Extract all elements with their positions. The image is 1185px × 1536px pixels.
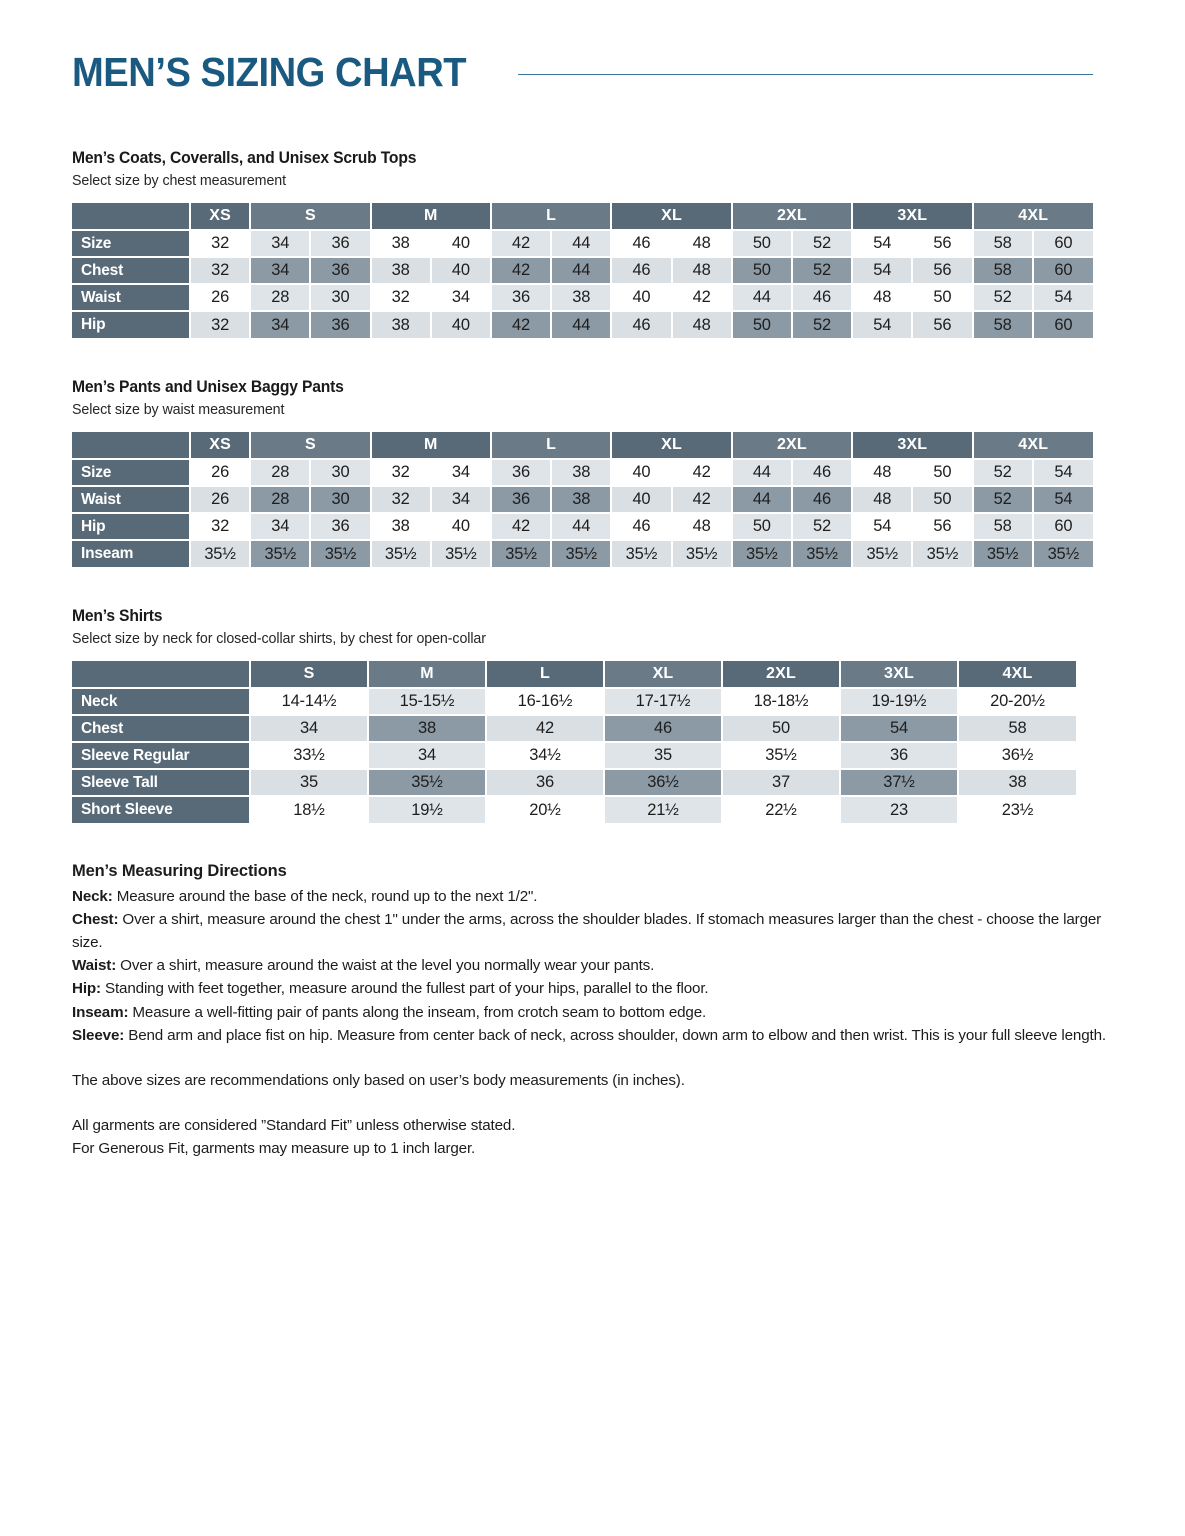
measurement-cell: 58 [973, 311, 1033, 338]
direction-item [72, 908, 1113, 954]
measurement-cell: 35½ [371, 540, 431, 567]
measurement-cell: 56 [912, 257, 972, 284]
measurement-cell: 28 [250, 486, 310, 513]
measurement-cell: 30 [310, 459, 370, 486]
measurement-cell: 46 [611, 513, 671, 540]
note-recommendations: The above sizes are recommendations only based on user’s body measurements (in inches). [72, 1071, 685, 1089]
measurement-cell: 34 [250, 311, 310, 338]
measurement-cell: 32 [190, 311, 250, 338]
measurement-cell: 38 [551, 486, 611, 513]
sizing-section [0, 149, 1185, 338]
measurement-cell: 42 [672, 284, 732, 311]
size-group-header: 4XL [958, 661, 1076, 688]
direction-term: Hip: [72, 980, 101, 998]
measurement-cell: 60 [1033, 230, 1093, 257]
table-header-row [72, 203, 1093, 230]
measurement-cell: 44 [551, 311, 611, 338]
measurement-cell: 38 [371, 257, 431, 284]
measurement-cell: 40 [431, 230, 491, 257]
measurement-cell: 34 [250, 715, 368, 742]
measurement-cell: 46 [792, 486, 852, 513]
table-row [72, 311, 1093, 338]
measurement-cell: 52 [973, 284, 1033, 311]
table-row [72, 284, 1093, 311]
measurement-cell: 18-18½ [722, 688, 840, 715]
size-group-header: L [486, 661, 604, 688]
measurement-cell: 35½ [973, 540, 1033, 567]
row-label: Inseam [72, 540, 190, 567]
size-group-header: XL [611, 203, 731, 230]
direction-term: Sleeve: [72, 1026, 125, 1044]
measurement-cell: 34 [250, 257, 310, 284]
measurement-cell: 32 [190, 257, 250, 284]
measurement-cell: 35½ [1033, 540, 1093, 567]
measurement-cell: 50 [732, 230, 792, 257]
section-heading: Men’s Coats, Coveralls, and Unisex Scrub Tops [72, 149, 417, 167]
row-label: Hip [72, 311, 190, 338]
measurement-cell: 32 [190, 513, 250, 540]
measurement-cell: 35½ [368, 769, 486, 796]
measurement-cell: 35½ [551, 540, 611, 567]
size-group-header: S [250, 203, 370, 230]
size-group-header: XS [190, 203, 250, 230]
table-row [72, 715, 1076, 742]
row-label: Waist [72, 486, 190, 513]
table-header-row [72, 432, 1093, 459]
measurement-cell: 35½ [672, 540, 732, 567]
section-subheading: Select size by neck for closed-collar shirts, by chest for open-collar [72, 630, 486, 647]
measurement-cell: 52 [973, 486, 1033, 513]
measurement-cell: 35½ [250, 540, 310, 567]
measurement-cell: 56 [912, 230, 972, 257]
measurement-cell: 19-19½ [840, 688, 958, 715]
measurement-cell: 37 [722, 769, 840, 796]
title-rule [518, 74, 1093, 75]
measurement-cell: 35½ [611, 540, 671, 567]
page-title: MEN’S SIZING CHART [72, 49, 467, 95]
sizing-table [72, 661, 1076, 823]
table-row [72, 688, 1076, 715]
direction-term: Inseam: [72, 1003, 129, 1021]
measurement-cell: 35 [250, 769, 368, 796]
direction-item [72, 954, 1113, 977]
measurement-cell: 46 [604, 715, 722, 742]
measurement-cell: 52 [792, 230, 852, 257]
measurement-cell: 35½ [431, 540, 491, 567]
measurement-cell: 48 [852, 284, 912, 311]
direction-term: Waist: [72, 957, 117, 975]
table-row [72, 769, 1076, 796]
measurement-cell: 23 [840, 796, 958, 823]
table-row [72, 257, 1093, 284]
measurement-cell: 40 [611, 284, 671, 311]
section-heading: Men’s Pants and Unisex Baggy Pants [72, 378, 344, 396]
note-generous-fit: For Generous Fit, garments may measure up to 1 inch larger. [72, 1139, 476, 1157]
measurement-cell: 35 [604, 742, 722, 769]
table-row [72, 230, 1093, 257]
row-label: Short Sleeve [72, 796, 250, 823]
measurement-cell: 58 [973, 257, 1033, 284]
direction-text: Measure around the base of the neck, round up to the next 1/2". [112, 888, 538, 906]
measurement-cell: 26 [190, 486, 250, 513]
fit-notes [72, 1114, 1113, 1160]
size-group-header: M [368, 661, 486, 688]
row-label: Hip [72, 513, 190, 540]
measurement-cell: 36 [310, 513, 370, 540]
measurement-cell: 38 [371, 230, 431, 257]
measurement-cell: 36 [840, 742, 958, 769]
measurement-cell: 36½ [958, 742, 1076, 769]
measurement-cell: 44 [732, 486, 792, 513]
size-group-header: 2XL [732, 203, 852, 230]
measurement-cell: 54 [840, 715, 958, 742]
measurement-cell: 34½ [486, 742, 604, 769]
measurement-cell: 35½ [732, 540, 792, 567]
measurement-cell: 37½ [840, 769, 958, 796]
direction-text: Over a shirt, measure around the chest 1" under the arms, across the shoulder blades. If stomach measures larger than the chest - choose the larger size. [72, 911, 1102, 952]
measurement-cell: 21½ [604, 796, 722, 823]
measurement-cell: 32 [190, 230, 250, 257]
size-group-header: 4XL [973, 432, 1094, 459]
measurement-cell: 48 [852, 459, 912, 486]
measurement-cell: 16-16½ [486, 688, 604, 715]
table-header-row [72, 661, 1076, 688]
direction-item [72, 1001, 1113, 1024]
measurement-cell: 38 [368, 715, 486, 742]
sizing-table [72, 203, 1093, 338]
direction-text: Bend arm and place fist on hip. Measure from center back of neck, across shoulder, down arm to elbow and then wrist. This is your full sleeve length. [124, 1026, 1106, 1044]
measurement-cell: 35½ [912, 540, 972, 567]
row-label: Size [72, 459, 190, 486]
table-row [72, 513, 1093, 540]
measurement-cell: 28 [250, 459, 310, 486]
table-row [72, 540, 1093, 567]
direction-item [72, 885, 1113, 908]
measurement-cell: 34 [431, 459, 491, 486]
measurement-cell: 20-20½ [958, 688, 1076, 715]
directions-title: Men’s Measuring Directions [72, 862, 287, 880]
size-group-header: L [491, 432, 611, 459]
measurement-cell: 48 [672, 257, 732, 284]
measurement-cell: 36 [310, 257, 370, 284]
measurement-cell: 54 [852, 513, 912, 540]
measurement-cell: 50 [912, 486, 972, 513]
measurement-cell: 36 [310, 311, 370, 338]
measurement-cell: 44 [551, 230, 611, 257]
measurement-cell: 48 [672, 311, 732, 338]
measurement-cell: 60 [1033, 513, 1093, 540]
measurement-cell: 36 [491, 284, 551, 311]
measurement-cell: 52 [973, 459, 1033, 486]
measurement-cell: 48 [852, 486, 912, 513]
measurement-cell: 20½ [486, 796, 604, 823]
measurement-cell: 36 [491, 486, 551, 513]
measurement-cell: 30 [310, 486, 370, 513]
measurement-cell: 32 [371, 284, 431, 311]
measurement-cell: 44 [732, 284, 792, 311]
measurement-cell: 46 [792, 459, 852, 486]
measurement-cell: 52 [792, 513, 852, 540]
measurement-cell: 54 [1033, 459, 1093, 486]
table-wrapper [72, 661, 1113, 823]
measurement-cell: 33½ [250, 742, 368, 769]
table-row [72, 459, 1093, 486]
measurement-cell: 38 [551, 284, 611, 311]
measurement-cell: 40 [431, 513, 491, 540]
size-group-header: L [491, 203, 611, 230]
table-corner-cell [72, 203, 190, 230]
table-row [72, 796, 1076, 823]
measurement-cell: 38 [371, 513, 431, 540]
measurement-cell: 35½ [190, 540, 250, 567]
measurement-cell: 34 [431, 486, 491, 513]
row-label: Sleeve Tall [72, 769, 250, 796]
direction-text: Measure a well-fitting pair of pants along the inseam, from crotch seam to bottom edge. [128, 1003, 707, 1021]
measurement-cell: 36 [491, 459, 551, 486]
section-heading: Men’s Shirts [72, 607, 163, 625]
sizing-table [72, 432, 1093, 567]
sizing-section [0, 378, 1185, 567]
section-subheading: Select size by chest measurement [72, 172, 286, 189]
measurement-cell: 54 [1033, 284, 1093, 311]
measurement-cell: 15-15½ [368, 688, 486, 715]
measurement-cell: 35½ [722, 742, 840, 769]
measurement-cell: 54 [852, 257, 912, 284]
measurement-cell: 35½ [852, 540, 912, 567]
size-group-header: 3XL [852, 432, 972, 459]
table-corner-cell [72, 432, 190, 459]
measurement-cell: 34 [431, 284, 491, 311]
measuring-directions [0, 859, 1185, 1220]
table-wrapper [72, 203, 1113, 338]
measurement-cell: 54 [852, 311, 912, 338]
measurement-cell: 56 [912, 513, 972, 540]
size-group-header: S [250, 661, 368, 688]
measurement-cell: 36 [486, 769, 604, 796]
measurement-cell: 17-17½ [604, 688, 722, 715]
measurement-cell: 34 [368, 742, 486, 769]
measurement-cell: 14-14½ [250, 688, 368, 715]
measurement-cell: 54 [1033, 486, 1093, 513]
direction-term: Chest: [72, 911, 119, 929]
direction-item [72, 977, 1113, 1000]
size-group-header: XL [604, 661, 722, 688]
row-label: Chest [72, 715, 250, 742]
size-group-header: XL [611, 432, 731, 459]
measurement-cell: 42 [491, 513, 551, 540]
measurement-cell: 32 [371, 459, 431, 486]
measurement-cell: 52 [792, 257, 852, 284]
measurement-cell: 52 [792, 311, 852, 338]
title-row [0, 0, 1185, 93]
direction-item [72, 1024, 1113, 1047]
measurement-cell: 44 [551, 257, 611, 284]
measurement-cell: 22½ [722, 796, 840, 823]
measurement-cell: 40 [431, 311, 491, 338]
measurement-cell: 28 [250, 284, 310, 311]
measurement-cell: 32 [371, 486, 431, 513]
measurement-cell: 50 [732, 513, 792, 540]
measurement-cell: 46 [611, 311, 671, 338]
section-subheading: Select size by waist measurement [72, 401, 285, 418]
measurement-cell: 40 [611, 486, 671, 513]
measurement-cell: 26 [190, 459, 250, 486]
sizing-section [0, 607, 1185, 823]
measurement-cell: 44 [551, 513, 611, 540]
measurement-cell: 35½ [491, 540, 551, 567]
measurement-cell: 46 [611, 230, 671, 257]
measurement-cell: 60 [1033, 311, 1093, 338]
measurement-cell: 38 [371, 311, 431, 338]
row-label: Waist [72, 284, 190, 311]
measurement-cell: 35½ [792, 540, 852, 567]
measurement-cell: 36½ [604, 769, 722, 796]
measurement-cell: 46 [611, 257, 671, 284]
measurement-cell: 34 [250, 513, 310, 540]
table-row [72, 486, 1093, 513]
measurement-cell: 36 [310, 230, 370, 257]
measurement-cell: 42 [672, 459, 732, 486]
size-group-header: XS [190, 432, 250, 459]
measurement-cell: 54 [852, 230, 912, 257]
direction-term: Neck: [72, 888, 113, 906]
measurement-cell: 42 [491, 230, 551, 257]
measurement-cell: 42 [491, 311, 551, 338]
size-group-header: 4XL [973, 203, 1094, 230]
measurement-cell: 48 [672, 230, 732, 257]
measurement-cell: 30 [310, 284, 370, 311]
measurement-cell: 34 [250, 230, 310, 257]
measurement-cell: 40 [611, 459, 671, 486]
measurement-cell: 26 [190, 284, 250, 311]
table-corner-cell [72, 661, 250, 688]
size-group-header: M [371, 432, 491, 459]
measurement-cell: 42 [491, 257, 551, 284]
measurement-cell: 50 [732, 257, 792, 284]
size-group-header: 2XL [732, 432, 852, 459]
measurement-cell: 23½ [958, 796, 1076, 823]
measurement-cell: 38 [551, 459, 611, 486]
measurement-cell: 58 [973, 513, 1033, 540]
measurement-cell: 40 [431, 257, 491, 284]
note-standard-fit: All garments are considered ”Standard Fit” unless otherwise stated. [72, 1116, 516, 1134]
measurement-cell: 46 [792, 284, 852, 311]
row-label: Neck [72, 688, 250, 715]
measurement-cell: 50 [912, 459, 972, 486]
table-row [72, 742, 1076, 769]
size-group-header: S [250, 432, 370, 459]
size-group-header: 3XL [852, 203, 972, 230]
sections-container [0, 149, 1185, 823]
measurement-cell: 42 [672, 486, 732, 513]
measurement-cell: 50 [722, 715, 840, 742]
measurement-cell: 60 [1033, 257, 1093, 284]
size-group-header: 2XL [722, 661, 840, 688]
direction-text: Standing with feet together, measure around the fullest part of your hips, parallel to the floor. [100, 980, 709, 998]
direction-text: Over a shirt, measure around the waist at the level you normally wear your pants. [116, 957, 655, 975]
measurement-cell: 58 [958, 715, 1076, 742]
measurement-cell: 56 [912, 311, 972, 338]
directions-list [72, 885, 1113, 1047]
measurement-cell: 42 [486, 715, 604, 742]
measurement-cell: 58 [973, 230, 1033, 257]
measurement-cell: 50 [912, 284, 972, 311]
measurement-cell: 50 [732, 311, 792, 338]
table-wrapper [72, 432, 1113, 567]
row-label: Size [72, 230, 190, 257]
size-group-header: M [371, 203, 491, 230]
row-label: Sleeve Regular [72, 742, 250, 769]
measurement-cell: 48 [672, 513, 732, 540]
row-label: Chest [72, 257, 190, 284]
measurement-cell: 38 [958, 769, 1076, 796]
measurement-cell: 35½ [310, 540, 370, 567]
measurement-cell: 19½ [368, 796, 486, 823]
measurement-cell: 18½ [250, 796, 368, 823]
measurement-cell: 44 [732, 459, 792, 486]
size-group-header: 3XL [840, 661, 958, 688]
